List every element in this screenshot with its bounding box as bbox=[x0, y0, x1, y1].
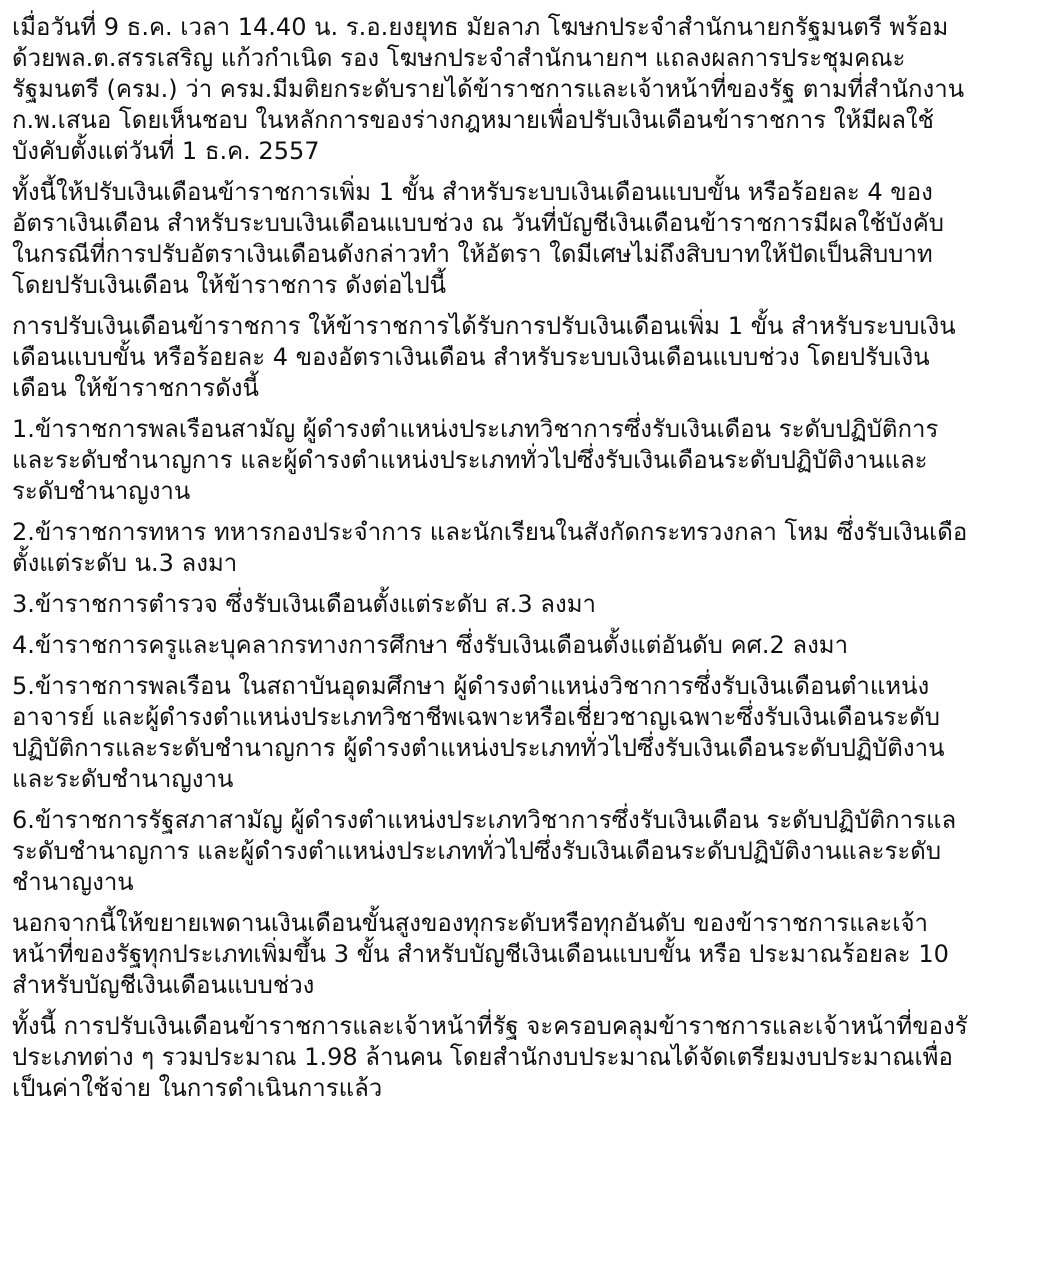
text-line: อัตราเงินเดือน สำหรับระบบเงินเดือนแบบช่วง ณ วันที่บัญชีเงินเดือนข้าราชการมีผลใช้บังคับ bbox=[12, 209, 945, 237]
text-line: ทั้งนี้ การปรับเงินเดือนข้าราชการและเจ้าหน้าที่รัฐ จะครอบคลุมข้าราชการและเจ้าหน้าที่ของรั bbox=[12, 1012, 968, 1040]
paragraph-coverage-budget bbox=[12, 1011, 1045, 1104]
text-line: ก.พ.เสนอ โดยเห็นชอบ ในหลักการของร่างกฎหมายเพื่อปรับเงินเดือนข้าราชการ ให้มีผลใช้ bbox=[12, 106, 934, 134]
list-item-1-civil-servants bbox=[12, 414, 1045, 507]
text-line: 2.ข้าราชการทหาร ทหารกองประจำการ และนักเรียนในสังกัดกระทรวงกลา โหม ซึ่งรับเงินเดือ bbox=[12, 518, 968, 546]
text-line: และระดับชำนาญงาน bbox=[12, 765, 234, 793]
text-line: และระดับชำนาญการ และผู้ดำรงตำแหน่งประเภททั่วไปซึ่งรับเงินเดือนระดับปฏิบัติงานและ bbox=[12, 446, 928, 474]
text-line: รัฐมนตรี (ครม.) ว่า ครม.มีมติยกระดับรายได้ข้าราชการและเจ้าหน้าที่ของรัฐ ตามที่สำนักงาน bbox=[12, 75, 965, 103]
text-line: 5.ข้าราชการพลเรือน ในสถาบันอุดมศึกษา ผู้ดำรงตำแหน่งวิชาการซึ่งรับเงินเดือนตำแหน่ง bbox=[12, 672, 930, 700]
text-line: 6.ข้าราชการรัฐสภาสามัญ ผู้ดำรงตำแหน่งประเภทวิชาการซึ่งรับเงินเดือน ระดับปฏิบัติการแล bbox=[12, 806, 957, 834]
text-line: นอกจากนี้ให้ขยายเพดานเงินเดือนขั้นสูงของทุกระดับหรือทุกอันดับ ของข้าราชการและเจ้า bbox=[12, 909, 929, 937]
text-line: 1.ข้าราชการพลเรือนสามัญ ผู้ดำรงตำแหน่งประเภทวิชาการซึ่งรับเงินเดือน ระดับปฏิบัติการ bbox=[12, 415, 939, 443]
list-item-4-teachers bbox=[12, 630, 1045, 661]
text-line: ระดับชำนาญงาน bbox=[12, 477, 191, 505]
text-line: 3.ข้าราชการตำรวจ ซึ่งรับเงินเดือนตั้งแต่ระดับ ส.3 ลงมา bbox=[12, 590, 597, 618]
paragraph-salary-ceiling bbox=[12, 908, 1045, 1001]
text-line: หน้าที่ของรัฐทุกประเภทเพิ่มขึ้น 3 ขั้น สำหรับบัญชีเงินเดือนแบบขั้น หรือ ประมาณร้อยละ 10 bbox=[12, 940, 949, 968]
text-line: ประเภทต่าง ๆ รวมประมาณ 1.98 ล้านคน โดยสำนักงบประมาณได้จัดเตรียมงบประมาณเพื่อ bbox=[12, 1043, 953, 1071]
text-line: ทั้งนี้ให้ปรับเงินเดือนข้าราชการเพิ่ม 1 ขั้น สำหรับระบบเงินเดือนแบบขั้น หรือร้อยละ 4 ของ bbox=[12, 178, 933, 206]
list-item-6-parliament bbox=[12, 805, 1045, 898]
text-line: บังคับตั้งแต่วันที่ 1 ธ.ค. 2557 bbox=[12, 137, 320, 165]
text-line: สำหรับบัญชีเงินเดือนแบบช่วง bbox=[12, 971, 315, 999]
paragraph-adjustment-rules bbox=[12, 311, 1045, 404]
text-line: เดือนแบบขั้น หรือร้อยละ 4 ของอัตราเงินเดือน สำหรับระบบเงินเดือนแบบช่วง โดยปรับเงิน bbox=[12, 343, 930, 371]
text-line: ระดับชำนาญการ และผู้ดำรงตำแหน่งประเภททั่วไปซึ่งรับเงินเดือนระดับปฏิบัติงานและระดับ bbox=[12, 837, 942, 865]
paragraph-salary-adjustment bbox=[12, 177, 1045, 301]
text-line: เดือน ให้ข้าราชการดังนี้ bbox=[12, 374, 259, 402]
text-line: การปรับเงินเดือนข้าราชการ ให้ข้าราชการได้รับการปรับเงินเดือนเพิ่ม 1 ขั้น สำหรับระบบเงิน bbox=[12, 312, 956, 340]
text-line: ด้วยพล.ต.สรรเสริญ แก้วกำเนิด รอง โฆษกประจำสำนักนายกฯ แถลงผลการประชุมคณะ bbox=[12, 44, 906, 72]
paragraph-cabinet-announcement bbox=[12, 12, 1045, 167]
text-line: ชำนาญงาน bbox=[12, 868, 134, 896]
text-line: เป็นค่าใช้จ่าย ในการดำเนินการแล้ว bbox=[12, 1074, 383, 1102]
text-line: 4.ข้าราชการครูและบุคลากรทางการศึกษา ซึ่งรับเงินเดือนตั้งแต่อันดับ คศ.2 ลงมา bbox=[12, 631, 849, 659]
text-line: ตั้งแต่ระดับ น.3 ลงมา bbox=[12, 549, 238, 577]
list-item-5-higher-education bbox=[12, 671, 1045, 795]
text-line: ปฏิบัติการและระดับชำนาญการ ผู้ดำรงตำแหน่งประเภททั่วไปซึ่งรับเงินเดือนระดับปฏิบัติงาน bbox=[12, 734, 945, 762]
text-line: อาจารย์ และผู้ดำรงตำแหน่งประเภทวิชาชีพเฉพาะหรือเชี่ยวชาญเฉพาะซึ่งรับเงินเดือนระดับ bbox=[12, 703, 941, 731]
text-line: เมื่อวันที่ 9 ธ.ค. เวลา 14.40 น. ร.อ.ยงยุทธ มัยลาภ โฆษกประจำสำนักนายกรัฐมนตรี พร้อม bbox=[12, 13, 949, 41]
list-item-2-military bbox=[12, 517, 1045, 579]
text-line: โดยปรับเงินเดือน ให้ข้าราชการ ดังต่อไปนี้ bbox=[12, 271, 447, 299]
list-item-3-police bbox=[12, 589, 1045, 620]
text-line: ในกรณีที่การปรับอัตราเงินเดือนดังกล่าวทำ ให้อัตรา ใดมีเศษไม่ถึงสิบบาทให้ปัดเป็นสิบบาท bbox=[12, 240, 933, 268]
